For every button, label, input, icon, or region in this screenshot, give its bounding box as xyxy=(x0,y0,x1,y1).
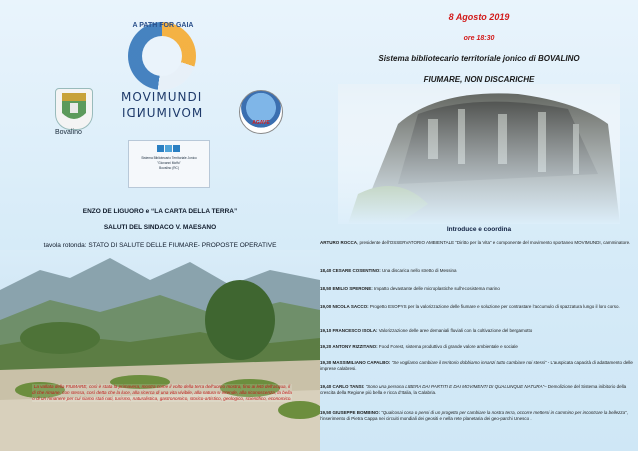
program-item: 19,10 FRANCESCO ISOLA: Valorizzazione delle aree demaniali fluviali con la coltivazione del bergamotto xyxy=(320,328,533,333)
program-item: 19,40 CARLO TANSI: “Sono una persona LIBERA DAI PARTITI E DAI MOVIMENTI DI QUALUNQUE NATURA”– Demolizione del Sistema inibitorio della crescita della Regione più bella e ricca d’Italia, la Calabria. xyxy=(320,384,627,395)
program-item: 19,00 NICOLA SACCO: Progetto ESOPYS per la valorizzazione delle fiumare e soluzione per contrastare l’accumulo di spazzatura lungo il loro corso. xyxy=(320,304,620,309)
comune-label: Bovalino xyxy=(55,129,82,136)
photo-caption: La vallata della FIUMARE, così è stata la primavera, mostra come il volto della terra dell’uomo mostra, fino ai letti dell’acqua, il di che rimane, con stessa, così detta che la luce, alla ricerca di una vita vivibile, alla natura si intende, alla riconoscenza, la bella o di un rimanere per cui siamo stati nati, turismo, naturalistica, gastronomico, storico-artistico, geologico, scientifico, economico. xyxy=(32,384,292,401)
program-item: 19,30 MASSIMILIANO CAPALBO: “Se vogliamo cambiare il territorio dobbiamo innanzi tutto cambiare noi stessi” - L’auspicata capacità di adattamento delle imprese calabresi. xyxy=(320,360,633,371)
event-date: 8 Agosto 2019 xyxy=(448,12,510,22)
program-item: 19,50 GIUSEPPE BOMBINO: “Qualcosai cosa o pensi di un progetto per cambiare la nostra terra, occorre mettersi in cammino per incontrare la bellezza”, l’inserimento di Pietra Cappa nei circuiti mondiali dei geositi e nella rete planetaria dei geo-parchi Unesco . xyxy=(320,410,628,421)
right-column xyxy=(320,0,638,451)
moderator-entry: ARTURO ROCCA, presidente dell’OSSERVATORIO AMBIENTALE “Diritto per la Vita” e componente del movimento sportaneo MOVIMUNDI, camminatore. xyxy=(320,240,631,245)
organizer-line: Sistema bibliotecario territoriale jonico di BOVALINO xyxy=(378,54,580,63)
movimundi-mirror-text: MOVIMUNDI xyxy=(121,106,203,120)
dump-photo xyxy=(338,84,620,224)
event-time: ore 18:30 xyxy=(463,35,495,42)
agave-logo: AGAVE xyxy=(239,90,283,134)
intro-heading: Introduce e coordina xyxy=(446,226,512,233)
event-title: FIUMARE, NON DISCARICHE xyxy=(423,75,535,84)
program-item: 18,50 EMILIO SPERONE: Impatto devastante delle microplastiche sull’ecosistema marino xyxy=(320,286,500,291)
speaker-line: ENZO DE LIGUORO e “LA CARTA DELLA TERRA” xyxy=(82,208,238,215)
greetings-line: SALUTI DEL SINDACO V. MAESANO xyxy=(103,224,217,231)
program-item: 19,20 ANTONY RIZZITANO: Food Forest, sistema produttivo di grande valore ambientale e sociale xyxy=(320,344,518,349)
path-for-gaia-logo: A PATH FOR GAIA xyxy=(128,22,198,90)
program-item: 18,40 CESARE COSENTINO: Una discarica nello stretto di Messina xyxy=(320,268,457,273)
movimundi-logo-text: MOVIMUNDI xyxy=(121,90,203,104)
round-table-line: tavola rotonda: STATO DI SALUTE DELLE FIUMARE- PROPOSTE OPERATIVE xyxy=(43,242,277,249)
sistema-bibliotecario-logo: Sistema Bibliotecario Territoriale Jonico "Giovanni Moffo" Bovalino (RC) xyxy=(128,140,210,188)
comune-crest-icon xyxy=(55,88,93,130)
landscape-photo xyxy=(0,250,320,451)
